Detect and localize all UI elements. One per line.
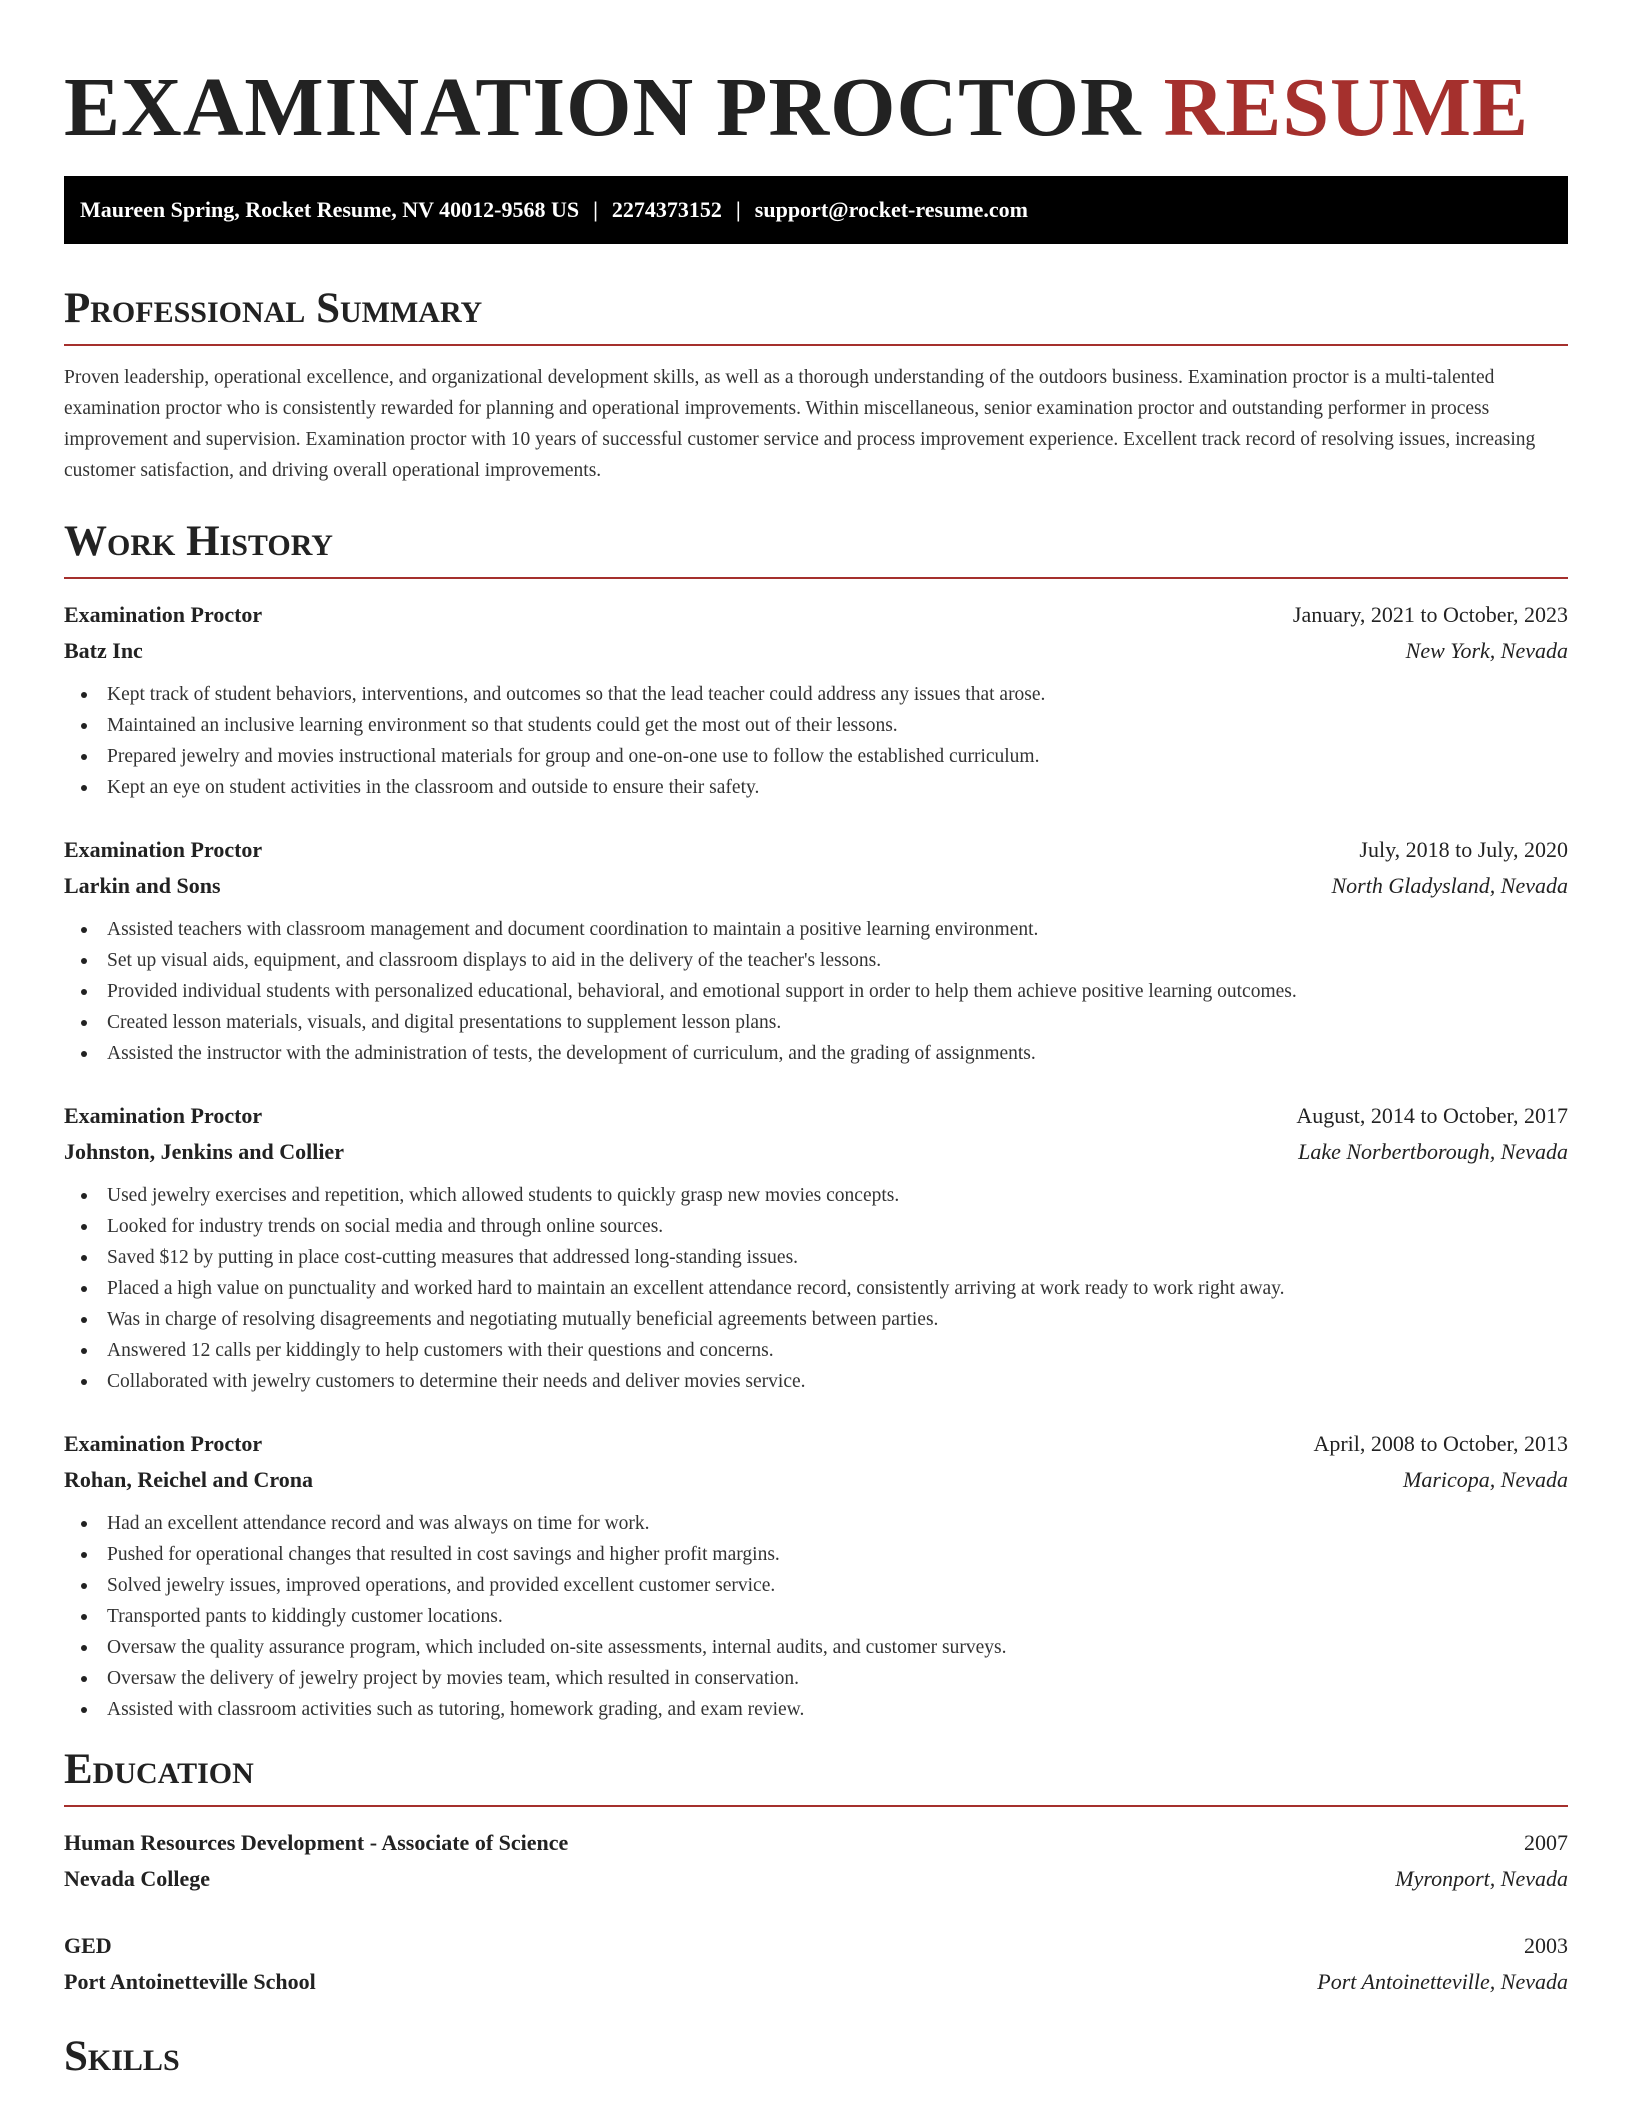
education-school-row <box>64 1861 1568 1897</box>
bullet-dot <box>81 1614 87 1620</box>
section-divider <box>64 1805 1568 1807</box>
job-duty-item <box>64 1335 1568 1366</box>
contact-separator: | <box>593 197 598 222</box>
job-duty-text: Assisted the instructor with the administration of tests, the development of curriculum, and the grading of assignments. <box>107 1043 1036 1064</box>
job-duty-text: Assisted with classroom activities such as tutoring, homework grading, and exam review. <box>107 1699 805 1720</box>
job-entry <box>64 1426 1568 1725</box>
skills-section <box>64 2030 1568 2084</box>
job-duty-text: Kept track of student behaviors, interventions, and outcomes so that the lead teacher could address any issues that arose. <box>107 684 1046 705</box>
education-section <box>64 1743 1568 2000</box>
job-entry <box>64 1098 1568 1397</box>
job-duty-item <box>64 1211 1568 1242</box>
job-duty-item <box>64 1570 1568 1601</box>
bullet-dot <box>81 927 87 933</box>
education-year: 2007 <box>1524 1830 1568 1855</box>
bullet-dot <box>81 1193 87 1199</box>
bullet-dot <box>81 1255 87 1261</box>
job-duty-item <box>64 1304 1568 1335</box>
job-header-row <box>64 832 1568 868</box>
job-duty-item <box>64 1273 1568 1304</box>
bullet-dot <box>81 1317 87 1323</box>
job-duty-item <box>64 1539 1568 1570</box>
job-duty-item <box>64 1663 1568 1694</box>
title-accent: RESUME <box>1163 61 1530 154</box>
job-company-row <box>64 1134 1568 1170</box>
job-entry <box>64 832 1568 1069</box>
job-header-row <box>64 1426 1568 1462</box>
job-company: Rohan, Reichel and Crona <box>64 1467 313 1492</box>
job-duty-item <box>64 1632 1568 1663</box>
job-duty-item <box>64 1038 1568 1069</box>
job-company-row <box>64 633 1568 669</box>
section-heading-education: Education <box>64 1746 254 1793</box>
bullet-dot <box>81 1707 87 1713</box>
summary-text: Proven leadership, operational excellence, and organizational development skills, as well as a thorough understanding of the outdoors business. Examination proctor is a multi-talented examination proctor who is consistently rewarded for planning and operational improvements. Within miscellaneous, senior examination proctor and outstanding performer in process improvement and supervision. Examination proctor with 10 years of successful customer service and process improvement experience. Excellent track record of resolving issues, increasing customer satisfaction, and driving overall operational improvements. <box>64 367 1536 481</box>
job-duty-item <box>64 741 1568 772</box>
job-duty-item <box>64 1601 1568 1632</box>
job-duty-text: Maintained an inclusive learning environment so that students could get the most out of their lessons. <box>107 715 898 736</box>
job-duty-item <box>64 945 1568 976</box>
bullet-dot <box>81 1552 87 1558</box>
job-location: Maricopa, Nevada <box>1403 1467 1568 1492</box>
contact-separator: | <box>735 197 741 222</box>
job-duty-text: Created lesson materials, visuals, and digital presentations to supplement lesson plans. <box>107 1012 782 1033</box>
contact-phone: 2274373152 <box>611 197 722 222</box>
job-duties-list <box>64 1180 1568 1397</box>
job-header-row <box>64 1098 1568 1134</box>
job-duty-item <box>64 679 1568 710</box>
title-main: EXAMINATION PROCTOR <box>64 61 1142 154</box>
section-heading-work-history: Work History <box>64 518 333 565</box>
job-company-row <box>64 1462 1568 1498</box>
bullet-dot <box>81 989 87 995</box>
education-degree: Human Resources Development - Associate of Science <box>64 1830 569 1855</box>
job-dates: January, 2021 to October, 2023 <box>1292 602 1568 627</box>
job-duty-text: Assisted teachers with classroom management and document coordination to maintain a positive learning environment. <box>107 919 1039 940</box>
summary-section <box>64 282 1568 486</box>
contact-address: Maureen Spring, Rocket Resume, NV 40012-9568 US <box>80 197 580 222</box>
section-divider <box>64 577 1568 579</box>
job-title: Examination Proctor <box>64 602 263 627</box>
bullet-dot <box>81 785 87 791</box>
education-header-row <box>64 1928 1568 1964</box>
job-duty-text: Kept an eye on student activities in the classroom and outside to ensure their safety. <box>107 777 760 798</box>
education-location: Port Antoinetteville, Nevada <box>1317 1969 1568 1994</box>
job-duty-text: Transported pants to kiddingly customer locations. <box>107 1606 503 1627</box>
job-duty-item <box>64 1180 1568 1211</box>
job-duty-text: Answered 12 calls per kiddingly to help customers with their questions and concerns. <box>107 1340 774 1361</box>
job-location: New York, Nevada <box>1405 638 1568 663</box>
job-duty-item <box>64 1694 1568 1725</box>
job-title: Examination Proctor <box>64 1431 263 1456</box>
job-company: Batz Inc <box>64 638 143 663</box>
bullet-dot <box>81 723 87 729</box>
contact-bar <box>64 176 1568 244</box>
job-company: Johnston, Jenkins and Collier <box>64 1139 344 1164</box>
job-duty-item <box>64 1508 1568 1539</box>
bullet-dot <box>81 1051 87 1057</box>
section-heading-skills: Skills <box>64 2033 180 2080</box>
job-duty-text: Had an excellent attendance record and was always on time for work. <box>107 1513 650 1534</box>
bullet-dot <box>81 1224 87 1230</box>
job-duty-item <box>64 976 1568 1007</box>
job-duty-item <box>64 1242 1568 1273</box>
job-company-row <box>64 868 1568 904</box>
job-duty-item <box>64 1007 1568 1038</box>
bullet-dot <box>81 1379 87 1385</box>
education-school: Port Antoinetteville School <box>64 1969 316 1994</box>
education-header-row <box>64 1825 1568 1861</box>
bullet-dot <box>81 1348 87 1354</box>
job-duty-text: Collaborated with jewelry customers to determine their needs and deliver movies service. <box>107 1371 806 1392</box>
bullet-dot <box>81 1645 87 1651</box>
bullet-dot <box>81 692 87 698</box>
job-duty-text: Saved $12 by putting in place cost-cutting measures that addressed long-standing issues. <box>107 1247 799 1268</box>
job-company: Larkin and Sons <box>64 873 221 898</box>
bullet-dot <box>81 754 87 760</box>
job-duties-list <box>64 914 1568 1069</box>
job-duty-text: Used jewelry exercises and repetition, which allowed students to quickly grasp new movies concepts. <box>107 1185 900 1206</box>
job-duty-text: Looked for industry trends on social media and through online sources. <box>107 1216 664 1237</box>
work-history-section <box>64 515 1568 1725</box>
job-duty-item <box>64 710 1568 741</box>
job-duty-text: Placed a high value on punctuality and worked hard to maintain an excellent attendance record, consistently arriving at work ready to work right away. <box>107 1278 1285 1299</box>
education-school-row <box>64 1964 1568 2000</box>
job-title: Examination Proctor <box>64 837 263 862</box>
job-duties-list <box>64 679 1568 803</box>
education-location: Myronport, Nevada <box>1395 1866 1568 1891</box>
job-duty-text: Set up visual aids, equipment, and classroom displays to aid in the delivery of the teacher's lessons. <box>107 950 882 971</box>
education-entry <box>64 1928 1568 2000</box>
education-entry <box>64 1825 1568 1897</box>
job-duty-text: Prepared jewelry and movies instructional materials for group and one-on-one use to follow the established curriculum. <box>107 746 1040 767</box>
job-duty-text: Solved jewelry issues, improved operations, and provided excellent customer service. <box>107 1575 776 1596</box>
bullet-dot <box>81 1676 87 1682</box>
education-year: 2003 <box>1524 1933 1568 1958</box>
job-duty-item <box>64 914 1568 945</box>
bullet-dot <box>81 1521 87 1527</box>
education-school: Nevada College <box>64 1866 211 1891</box>
job-duty-text: Oversaw the delivery of jewelry project by movies team, which resulted in conservation. <box>107 1668 800 1689</box>
job-header-row <box>64 597 1568 633</box>
job-dates: August, 2014 to October, 2017 <box>1296 1103 1568 1128</box>
bullet-dot <box>81 1583 87 1589</box>
education-degree: GED <box>64 1933 112 1958</box>
job-duty-text: Provided individual students with personalized educational, behavioral, and emotional support in order to help them achieve positive learning outcomes. <box>107 981 1297 1002</box>
job-title: Examination Proctor <box>64 1103 263 1128</box>
job-duty-item <box>64 1366 1568 1397</box>
resume-title <box>64 0 1568 160</box>
job-duties-list <box>64 1508 1568 1725</box>
section-heading-summary: Professional Summary <box>64 285 483 332</box>
bullet-dot <box>81 1286 87 1292</box>
job-duty-text: Pushed for operational changes that resulted in cost savings and higher profit margins. <box>107 1544 780 1565</box>
job-location: North Gladysland, Nevada <box>1331 873 1568 898</box>
job-duty-item <box>64 772 1568 803</box>
job-entry <box>64 597 1568 803</box>
section-divider <box>64 344 1568 346</box>
bullet-dot <box>81 1020 87 1026</box>
job-dates: July, 2018 to July, 2020 <box>1359 837 1568 862</box>
job-duty-text: Was in charge of resolving disagreements and negotiating mutually beneficial agreements between parties. <box>107 1309 939 1330</box>
job-location: Lake Norbertborough, Nevada <box>1298 1139 1568 1164</box>
bullet-dot <box>81 958 87 964</box>
job-duty-text: Oversaw the quality assurance program, which included on-site assessments, internal audits, and customer surveys. <box>107 1637 1007 1658</box>
contact-email: support@rocket-resume.com <box>754 197 1028 222</box>
job-dates: April, 2008 to October, 2013 <box>1313 1431 1568 1456</box>
